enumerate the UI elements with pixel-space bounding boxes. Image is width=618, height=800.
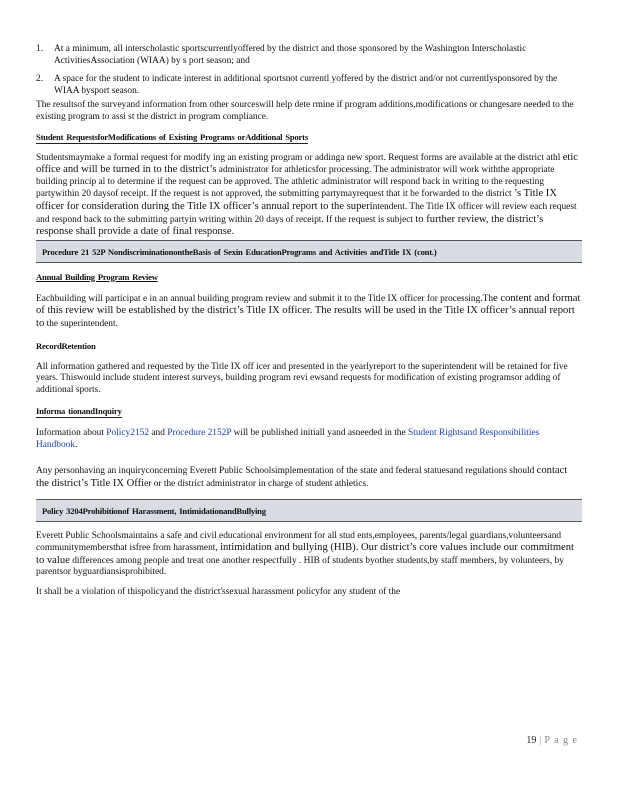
- policy-link[interactable]: Policy2152: [106, 428, 150, 439]
- annual-paragraph: Eachbuilding will participat e in an annual building program review and submit it to the Title IX officer for processing.The content and format of this review will be established by the district’s Title IX officer. The results will be used in the Title IX officer’s annual report to the superintendent.: [36, 292, 581, 329]
- policy-header-bar: [36, 499, 582, 522]
- page-footer: [526, 735, 578, 746]
- list-item: [36, 74, 582, 97]
- list-text: A space for the student to indicate interest in additional sportsnot currentl yoffered by the district and/or not currentlysponsored by the WIAA bysport season.: [54, 74, 558, 96]
- list-number: 1.: [36, 44, 44, 54]
- handbook-link[interactable]: Student Rightsand Responsibilities Handbook: [36, 428, 540, 450]
- footer-separator: |: [539, 735, 542, 746]
- section-heading-record: RecordRetention: [36, 340, 96, 351]
- requests-paragraph: Studentsmaymake a formal request for modify ing an existing program or addinga new sport. Request forms are available at the district athl etic office and will be turned in to the district’s administrator for athleticsfor processing. The administrator will work withthe appropriate building princip al to determine if the request can be approved. The athletic administrator will respond back in writing to the requesting partywithin 20 daysof receipt. If the request is not approved, the submitting partymayrequest that it be forwarded to the district ’s Title IX officer for consideration during the Title IX officer’s annual report to the superintendent. The Title IX officer will review each request and respond back to the submitting partyin writing within 20 days of receipt. If the request is subject to further review, the district’s response shall provide a date of final response.: [36, 151, 578, 238]
- procedure-link[interactable]: Procedure 2152P: [167, 428, 232, 439]
- section-heading-info: Informa tionandInquiry: [36, 406, 122, 417]
- results-paragraph: The resultsof the surveyand information from other sourceswill help dete rmine if program additions,modifications or changesare needed to the existing program to assi st the district in program compliance.: [36, 100, 574, 122]
- section-heading-requests: Student RequestsforModifications of Existing Programs orAdditional Sports: [36, 131, 308, 142]
- inquiry-paragraph: Any personhaving an inquiryconcerning Everett Public Schoolsimplementation of the state and federal statuesand regulations should contact the district’s Title IX Offier or the district administrator in charge of student athletics.: [36, 465, 568, 490]
- procedure-header-bar: [36, 240, 582, 263]
- procedure-header-text: Procedure 21 52P NondiscriminationontheBasis of Sexin EducationPrograms and Activities andTitle IX (cont.): [42, 246, 437, 257]
- list-item: [36, 44, 582, 67]
- page-number: 19: [526, 735, 537, 746]
- hib-paragraph: Everett Public Schoolsmaintains a safe and civil educational environment for all stud ents,employees, parents/legal guardians,volunteersand communitymembersthat isfree from harassment, intimidation and bullying (HIB). Our district’s core values include our commitment to value differences among people and treat one another respectfully . HIB of students byother students,by staff members, by volunteers, by parentsor byguardiansisprohibited.: [36, 530, 575, 578]
- page-label: P a g e: [544, 735, 578, 746]
- policy-header-text: Policy 3204Prohibitionof Harassment, IntimidationandBullying: [42, 505, 266, 516]
- record-paragraph: All information gathered and requested by the Title IX off icer and presented in the yearlyreport to the superintendent will be retained for five years. Thiswould include student interest surveys, building program revi ewsand requests for modification of existing programsor adding of additional sports.: [36, 361, 568, 395]
- document-page: [36, 44, 582, 599]
- list-number: 2.: [36, 74, 44, 85]
- list-text: At a minimum, all interscholastic sportscurrentlyoffered by the district and those sponsored by the Washington Interscholastic ActivitiesAssociation (WIAA) by s port season; and: [54, 44, 527, 66]
- violation-paragraph: It shall be a violation of thispolicyand the district'ssexual harassment policyfor any student of the: [36, 587, 401, 598]
- section-heading-annual: Annual Building Program Review: [36, 271, 158, 282]
- info-paragraph: Information about Policy2152 and Procedure 2152P will be published initiall yand asneeded in the Student Rightsand Responsibilities Handbook.: [36, 428, 540, 450]
